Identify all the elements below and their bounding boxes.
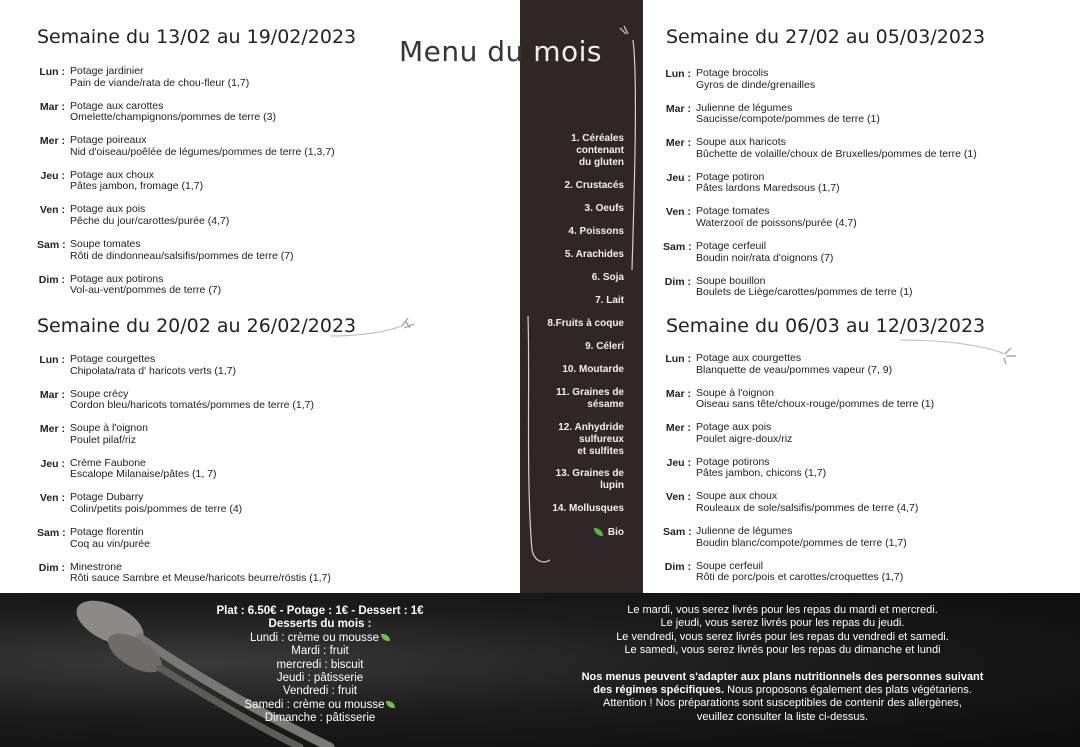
dessert-item: [190, 699, 450, 712]
main-dish-text: Boudin noir/rata d'oignons (7): [696, 251, 834, 264]
allergen-item: [565, 249, 624, 261]
week-title: Semaine du 13/02 au 19/02/2023: [37, 26, 357, 48]
soup-text: Potage aux choux: [70, 168, 155, 181]
allergen-item: [556, 468, 624, 492]
day-label: Lun :: [39, 354, 65, 366]
desserts-title: Desserts du mois :: [268, 618, 372, 631]
soup-text: Minestrone: [70, 560, 122, 573]
soup-text: Soupe crécy: [70, 387, 129, 400]
dessert-text: Lundi : crème ou mousse: [249, 631, 380, 644]
day-row: [37, 527, 507, 557]
allergen-line: 13. Graines de: [555, 468, 624, 479]
day-row: [663, 137, 1080, 167]
delivery-line: Le mardi, vous serez livrés pour les repas du mardi et mercredi.: [627, 604, 938, 616]
day-row: [37, 423, 507, 453]
delivery-info: [545, 604, 1020, 724]
day-row: [663, 241, 1080, 271]
allergen-item: [558, 422, 624, 458]
soup-text: Julienne de légumes: [696, 101, 793, 114]
day-row: [37, 135, 507, 165]
allergen-line: et sulfites: [577, 446, 624, 457]
footer: [0, 593, 1080, 747]
day-row: [663, 103, 1080, 133]
soup-text: Potage aux pois: [696, 421, 772, 434]
day-label: Lun :: [665, 68, 691, 80]
day-row: [37, 354, 507, 384]
soup-text: Soupe tomates: [70, 238, 141, 250]
allergen-item: [547, 318, 624, 330]
bio-label: Bio: [607, 527, 624, 538]
notes-line-1: Nos menus peuvent s'adapter aux plans nutritionnels des personnes suivant: [581, 670, 984, 683]
notes-line-4: veuillez consulter la liste ci-dessus.: [696, 710, 869, 723]
main-dish-text: Vol-au-vent/pommes de terre (7): [70, 284, 222, 297]
delivery-line: Le samedi, vous serez livrés pour les repas du dimanche et lundi: [624, 644, 941, 657]
soup-text: Potage cerfeuil: [696, 240, 767, 252]
soup-text: Soupe aux haricots: [696, 136, 786, 149]
main-dish-text: Omelette/champignons/pommes de terre (3): [70, 111, 277, 124]
page-title: [399, 35, 602, 68]
bio-legend: [594, 527, 624, 539]
day-row: [37, 170, 507, 200]
main-dish-text: Coq au vin/purée: [70, 537, 150, 550]
day-label: Mar :: [39, 388, 65, 401]
allergen-line: 10. Moutarde: [562, 364, 624, 375]
title-part-1: Menu du: [399, 34, 524, 68]
allergen-line: 8.Fruits à coque: [547, 318, 624, 329]
main-dish-text: Saucisse/compote/pommes de terre (1): [696, 113, 880, 126]
day-row: [663, 388, 1080, 418]
soup-text: Potage tomates: [696, 205, 770, 218]
day-row: [37, 66, 507, 96]
soup-text: Potage aux potirons: [70, 272, 164, 285]
day-label: Ven :: [665, 206, 691, 219]
soup-text: Potage courgettes: [70, 353, 156, 365]
allergen-line: 6. Soja: [591, 272, 624, 283]
soup-text: Potage aux carottes: [70, 99, 164, 112]
week-block-1: [37, 26, 356, 48]
day-label: Sam :: [37, 239, 66, 251]
day-label: Ven :: [39, 492, 65, 505]
allergen-column: [520, 0, 643, 593]
day-label: Jeu :: [40, 169, 65, 182]
day-label: Mar :: [665, 387, 691, 400]
day-label: Mer :: [665, 137, 691, 150]
day-label: Mer :: [39, 135, 65, 148]
dessert-text: Dimanche : pâtisserie: [264, 712, 376, 725]
main-dish-text: Poulet pilaf/riz: [70, 433, 136, 446]
day-label: Dim :: [664, 560, 691, 573]
title-part-2: mois: [533, 34, 602, 68]
day-row: [37, 274, 507, 304]
allergen-line: 1. Céréales: [571, 133, 624, 144]
day-label: Ven :: [39, 204, 65, 217]
main-dish-text: Rôti de porc/pois et carottes/croquettes (1,7): [696, 571, 904, 584]
soup-text: Crème Faubone: [70, 456, 146, 469]
soup-text: Potage potirons: [696, 455, 770, 468]
day-label: Mar :: [665, 102, 691, 115]
day-label: Mer :: [39, 423, 65, 436]
day-label: Dim :: [38, 273, 65, 286]
allergen-line: 3. Oeufs: [584, 203, 624, 214]
dessert-item: [190, 659, 450, 672]
allergen-line: 7. Lait: [595, 295, 624, 306]
allergen-item: [556, 387, 624, 411]
main-dish-text: Chipolata/rata d' haricots verts (1,7): [70, 364, 236, 377]
day-row: [663, 276, 1080, 306]
allergen-item: [595, 295, 624, 307]
main-dish-text: Nid d'oiseau/poêlée de légumes/pommes de terre (1,3,7): [70, 145, 335, 158]
dessert-text: Mardi : fruit: [291, 645, 349, 658]
allergen-line: sésame: [587, 399, 624, 410]
price-line: Plat : 6.50€ - Potage : 1€ - Dessert : 1€: [216, 605, 424, 617]
allergen-line: 12. Anhydride: [558, 422, 624, 433]
soup-text: Soupe bouillon: [696, 274, 766, 287]
day-row: [37, 389, 507, 419]
main-dish-text: Rôti de dindonneau/salsifis/pommes de terre (7): [70, 249, 294, 262]
day-row: [37, 492, 507, 522]
allergen-line: 2. Crustacés: [564, 180, 624, 191]
dessert-item: [190, 645, 450, 658]
day-label: Sam :: [663, 526, 692, 538]
soup-text: Soupe aux choux: [696, 490, 778, 503]
soup-text: Soupe cerfeuil: [696, 559, 764, 572]
soup-text: Soupe à l'oignon: [70, 422, 148, 435]
main-dish-text: Oiseau sans tête/choux-rouge/pommes de terre (1): [696, 398, 935, 411]
day-row: [37, 239, 507, 269]
day-row: [37, 562, 507, 592]
day-label: Lun :: [665, 353, 691, 365]
leaf-icon: [381, 634, 390, 641]
allergen-item: [592, 272, 624, 284]
notes-line-2: des régimes spécifiques. Nous proposons également des plats végétariens.: [593, 684, 972, 697]
soup-text: Soupe à l'oignon: [696, 386, 774, 399]
delivery-line: Le vendredi, vous serez livrés pour les repas du vendredi et samedi.: [616, 630, 949, 643]
main-dish-text: Boudin blanc/compote/pommes de terre (1,7): [696, 536, 907, 549]
main-dish-text: Rôti sauce Sambre et Meuse/haricots beurre/röstis (1,7): [70, 572, 331, 585]
allergen-item: [565, 180, 624, 192]
day-row: [663, 526, 1080, 556]
day-label: Jeu :: [666, 171, 691, 184]
allergen-line: 9. Céleri: [585, 341, 624, 352]
main-dish-text: Pain de viande/rata de chou-fleur (1,7): [70, 76, 250, 89]
notes-line-3: Attention ! Nos préparations sont susceptibles de contenir des allergènes,: [603, 697, 962, 710]
allergen-item: [562, 364, 624, 376]
soup-text: Potage jardinier: [70, 65, 144, 77]
day-row: [663, 353, 1080, 383]
day-row: [663, 172, 1080, 202]
week-block-3: [666, 26, 985, 48]
main-dish-text: Pâtes lardons Maredsous (1,7): [696, 182, 840, 195]
allergen-line: 4. Poissons: [568, 226, 624, 237]
week-title: Semaine du 06/03 au 12/03/2023: [666, 315, 986, 337]
week-title: Semaine du 27/02 au 05/03/2023: [666, 26, 986, 48]
dessert-item: [190, 632, 450, 645]
main-dish-text: Blanquette de veau/pommes vapeur (7, 9): [696, 363, 893, 376]
week-block-2: [37, 315, 356, 337]
allergen-item: [568, 226, 624, 238]
day-label: Dim :: [38, 561, 65, 574]
main-dish-text: Escalope Milanaise/pâtes (1, 7): [70, 468, 217, 481]
day-row: [37, 204, 507, 234]
day-row: [37, 458, 507, 488]
delivery-list: [545, 604, 1020, 658]
soup-text: Potage florentin: [70, 526, 144, 538]
day-row: [663, 457, 1080, 487]
day-label: Sam :: [663, 241, 692, 253]
price-and-desserts: [190, 605, 450, 726]
day-label: Lun :: [39, 66, 65, 78]
day-row: [663, 422, 1080, 452]
main-dish-text: Gyros de dinde/grenailles: [696, 78, 816, 91]
allergen-line: 11. Graines de: [556, 387, 624, 398]
soup-text: Potage poireaux: [70, 134, 147, 147]
day-label: Mar :: [39, 100, 65, 113]
leaf-icon: [594, 528, 603, 536]
main-dish-text: Waterzooï de poissons/purée (4,7): [696, 216, 857, 229]
dessert-text: mercredi : biscuit: [276, 658, 364, 671]
dessert-list: [190, 632, 450, 726]
dessert-text: Jeudi : pâtisserie: [276, 672, 364, 685]
allergen-line: 5. Arachides: [564, 249, 624, 260]
allergen-line: lupin: [600, 480, 624, 491]
allergen-item: [552, 503, 624, 515]
day-row: [663, 561, 1080, 591]
leaf-icon: [386, 701, 395, 708]
soup-text: Potage potiron: [696, 170, 765, 183]
week-block-4: [666, 315, 985, 337]
soup-text: Potage Dubarry: [70, 491, 144, 504]
week-title: Semaine du 20/02 au 26/02/2023: [37, 315, 357, 337]
day-row: [37, 101, 507, 131]
allergen-item: [571, 133, 624, 169]
main-dish-text: Boulets de Liège/carottes/pommes de terre (1): [696, 286, 913, 299]
soup-text: Potage aux courgettes: [696, 352, 802, 364]
allergen-line: contenant: [576, 145, 624, 156]
dessert-item: [190, 672, 450, 685]
dessert-text: Samedi : crème ou mousse: [244, 698, 385, 711]
day-label: Sam :: [37, 527, 66, 539]
main-dish-text: Pâtes jambon, fromage (1,7): [70, 180, 204, 193]
soup-text: Potage brocolis: [696, 67, 769, 79]
main-dish-text: Colin/petits pois/pommes de terre (4): [70, 502, 243, 515]
day-label: Ven :: [665, 491, 691, 504]
soup-text: Julienne de légumes: [696, 525, 793, 537]
main-dish-text: Pêche du jour/carottes/purée (4,7): [70, 214, 230, 227]
day-row: [663, 68, 1080, 98]
day-label: Jeu :: [666, 456, 691, 469]
day-row: [663, 491, 1080, 521]
day-label: Jeu :: [40, 457, 65, 470]
allergen-line: 14. Mollusques: [552, 503, 624, 514]
allergen-line: sulfureux: [578, 434, 624, 445]
dessert-item: [190, 685, 450, 698]
swirl-decoration: [330, 316, 420, 340]
delivery-line: Le jeudi, vous serez livrés pour les repas du jeudi.: [660, 617, 905, 630]
main-dish-text: Poulet aigre-doux/riz: [696, 432, 793, 445]
main-dish-text: Rouleaux de sole/salsifis/pommes de terre (4,7): [696, 501, 919, 514]
dessert-item: [190, 712, 450, 725]
allergen-item: [585, 203, 624, 215]
allergen-line: du gluten: [579, 157, 624, 168]
day-label: Dim :: [664, 275, 691, 288]
dessert-text: Vendredi : fruit: [282, 685, 358, 698]
day-label: Mer :: [665, 422, 691, 435]
allergen-item: [585, 341, 624, 353]
soup-text: Potage aux pois: [70, 203, 146, 216]
main-dish-text: Pâtes jambon, chicons (1,7): [696, 467, 827, 480]
main-dish-text: Cordon bleu/haricots tomatés/pommes de terre (1,7): [70, 399, 314, 412]
main-dish-text: Bûchette de volaille/choux de Bruxelles/pommes de terre (1): [696, 147, 977, 160]
day-row: [663, 206, 1080, 236]
